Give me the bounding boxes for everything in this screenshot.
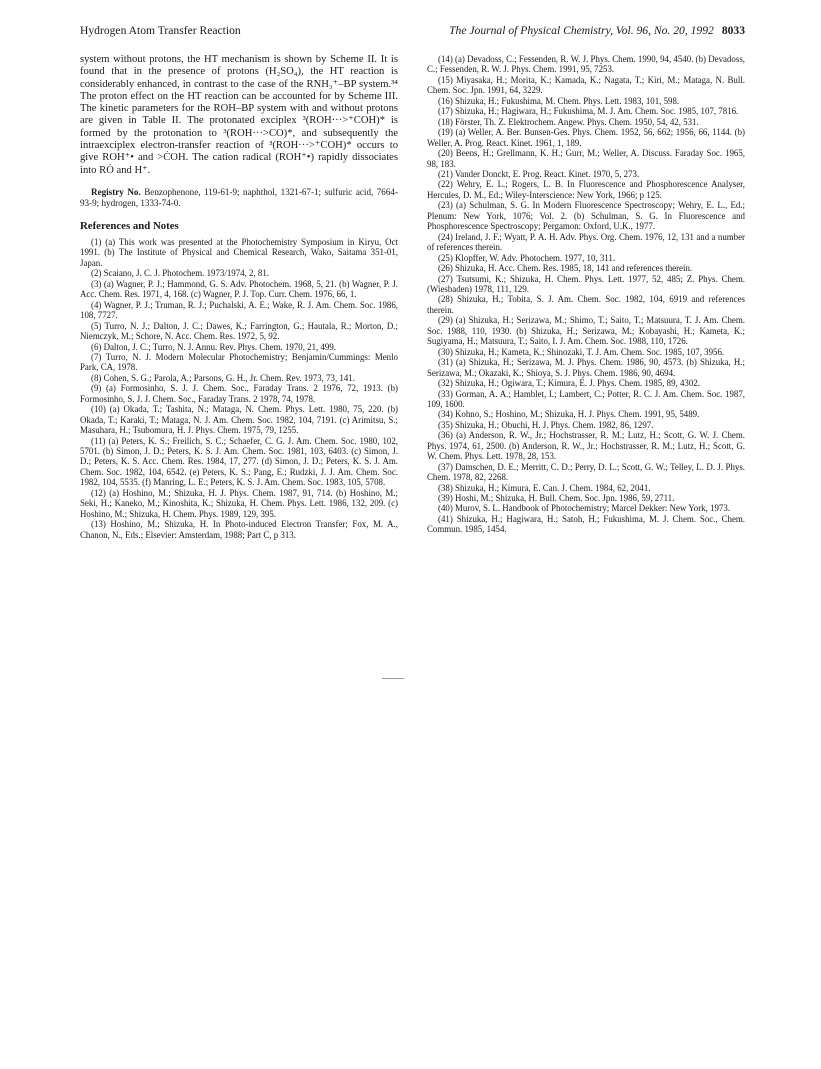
reference-item: (18) Förster, Th. Z. Elektrochem. Angew. Phys. Chem. 1950, 54, 42, 531. xyxy=(438,116,699,127)
reference-item: (29) (a) Shizuka, H.; Serizawa, M.; Shimo, T.; Saito, T.; Matsuura, T. J. Am. Chem. Soc. 1988, 110, 1930. (b) Shizuka, H.; Serizawa, M.; Kobayashi, H.; Kameta, K.; Sugiyama, H.; Matsuura, T.; Saito, I. J. Am. Chem. Soc. 1988, 110, 1726. xyxy=(427,315,745,347)
running-header xyxy=(80,24,745,44)
reference-item: (6) Dalton, J. C.; Turro, N. J. Annu. Rev. Phys. Chem. 1970, 21, 499. xyxy=(91,341,336,352)
reference-item: (22) Wehry, E. L.; Rogers, L. B. In Fluorescence and Phosphorescence Analyser, Hercules, D. M., Ed.; Wiley-Interscience: New York, 1966; p 125. xyxy=(427,179,745,200)
reference-item: (25) Klopffer, W. Adv. Photochem. 1977, 10, 311. xyxy=(438,252,616,263)
body-paragraph: system without protons, the HT mechanism is shown by Scheme II. It is found that in the presence of protons (H₂SO₄), the HT reaction is considerably enhanced, in contrast to the case of the RNH₃⁺–BP system.³⁴ The proton effect on the HT reaction can be accounted for by Scheme III. The kinetic parameters for the ROH–BP system with and without protons are given in Table II. The protonated exciplex ³(ROH···>⁺COH)* is formed by the protonation to ³(ROH···>CO)*, and subsequently the intraexciplex electron-transfer reaction of ³(ROH···>⁺COH)* occurs to give ROH⁺• and >ĊOH. The cation radical (ROH⁺•) rapidly dissociates into RȮ and H⁺. xyxy=(80,54,398,176)
reference-item: (5) Turro, N. J.; Dalton, J. C.; Dawes, K.; Farrington, G.; Hautala, R.; Morton, D.; Niemczyk, M.; Schore, N. Acc. Chem. Res. 1972, 5, 92. xyxy=(80,320,398,342)
reference-item: (38) Shizuka, H.; Kimura, E. Can. J. Chem. 1984, 62, 2041. xyxy=(438,482,651,493)
reference-item: (19) (a) Weller, A. Ber. Bunsen-Ges. Phys. Chem. 1952, 56, 662; 1956, 66, 1144. (b) Weller, A. Prog. React. Kinet. 1961, 1, 189. xyxy=(427,127,745,148)
reference-item: (37) Damschen, D. E.; Merritt, C. D.; Perry, D. L.; Scott, G. W.; Telley, L. D. J. Phys. Chem. 1978, 82, 2268. xyxy=(427,461,745,483)
reference-item: (30) Shizuka, H.; Kameta, K.; Shinozaki, T. J. Am. Chem. Soc. 1985, 107, 3956. xyxy=(438,346,725,357)
reference-item: (11) (a) Peters, K. S.; Freilich, S. C.; Schaefer, C. G. J. Am. Chem. Soc. 1980, 102, 5701. (b) Simon, J. D.; Peters, K. S. J. Am. Chem. Soc. 1981, 103, 6403. (c) Simon, J. D.; Peters, K. S. Acc. Chem. Res. 1984, 17, 277. (d) Simon, J. D.; Peters, K. S. J. Am. Chem. Soc. 1982, 104, 6542. (e) Peters, K. S.; Pang, E.; Rudzki, J. J. Am. Chem. Soc. 1982, 104, 5535. (f) Manring, L. E.; Peters, K. S. J. Am. Chem. Soc. 1983, 105, 5708. xyxy=(80,435,398,488)
reference-item: (15) Miyasaka, H.; Morita, K.; Kamada, K.; Nagata, T.; Kiri, M.; Mataga, N. Bull. Chem. Soc. Jpn. 1991, 64, 3229. xyxy=(427,74,745,96)
reference-item: (10) (a) Okada, T.; Tashita, N.; Mataga, N. Chem. Phys. Lett. 1980, 75, 220. (b) Okada, T.; Karaki, T.; Mataga, N. J. Am. Chem. Soc. 1982, 104, 7191. (c) Arimitsu, S.; Masuhara, H.; Tsubomura, H. J. Phys. Chem. 1975, 79, 1255. xyxy=(80,404,398,436)
reference-item: (4) Wagner, P. J.; Truman, R. J.; Puchalski, A. E.; Wake, R. J. Am. Chem. Soc. 1986, 108, 7727. xyxy=(80,299,398,321)
reference-item: (16) Shizuka, H.; Fukushima, M. Chem. Phys. Lett. 1983, 101, 598. xyxy=(438,95,680,106)
reference-item: (21) Vander Donckt, E. Prog. React. Kinet. 1970, 5, 273. xyxy=(438,168,640,179)
reference-item: (34) Kohno, S.; Hoshino, M.; Shizuka, H. J. Phys. Chem. 1991, 95, 5489. xyxy=(438,409,700,420)
references-list-left xyxy=(80,237,398,540)
reference-item: (26) Shizuka, H. Acc. Chem. Res. 1985, 18, 141 and references therein. xyxy=(438,263,693,274)
journal-page xyxy=(80,24,745,540)
reference-item: (36) (a) Anderson, R. W., Jr.; Hochstrasser, R. M.; Lutz, H.; Scott, G. W. J. Chem. Phys. 1974, 61, 2500. (b) Anderson, R. W., Jr.; Hochstrasser, R. M.; Lutz, H.; Scott, G. W. Chem. Phys. Lett. 1978, 28, 153. xyxy=(427,430,745,462)
reference-item: (8) Cohen, S. G.; Parola, A.; Parsons, G. H., Jr. Chem. Rev. 1973, 73, 141. xyxy=(91,372,355,383)
reference-item: (31) (a) Shizuka, H.; Serizawa, M. J. Phys. Chem. 1986, 90, 4573. (b) Shizuka, H.; Serizawa, M.; Okazaki, K.; Shioya, S. J. Phys. Chem. 1986, 90, 4694. xyxy=(427,357,745,378)
reference-item: (27) Tsutsumi, K.; Shizuka, H. Chem. Phys. Lett. 1977, 52, 485; Z. Phys. Chem. (Wiesbaden) 1978, 111, 129. xyxy=(427,273,745,294)
reference-item: (7) Turro, N. J. Modern Molecular Photochemistry; Benjamin/Cummings: Menlo Park, CA, 1978. xyxy=(80,351,398,373)
registry-numbers xyxy=(80,187,398,209)
reference-item: (40) Murov, S. L. Handbook of Photochemistry; Marcel Dekker: New York, 1973. xyxy=(438,503,731,514)
reference-item: (39) Hoshi, M.; Shizuka, H. Bull. Chem. Soc. Jpn. 1986, 59, 2711. xyxy=(438,493,675,504)
column-end-rule xyxy=(382,678,404,679)
header-journal-name: The Journal of Physical Chemistry, Vol. 96, No. 20, 1992 xyxy=(449,24,714,37)
reference-item: (12) (a) Hoshino, M.; Shizuka, H. J. Phys. Chem. 1987, 91, 714. (b) Hoshino, M.; Seki, H.; Kaneko, M.; Kinoshita, K.; Shizuka, H. Chem. Phys. Lett. 1986, 132, 209. (c) Hoshino, M.; Shizuka, H. Chem. Phys. 1989, 129, 395. xyxy=(80,487,398,519)
reference-item: (23) (a) Schulman, S. G. In Modern Fluorescence Spectroscopy; Wehry, E. L., Ed.; Plenum: New York, 1076; Vol. 2. (b) Schulman, S. G. In Fluorescence and Phosphorescence Spectroscopy; Pergamon: Oxford, U.K., 1977. xyxy=(427,200,745,232)
reference-item: (33) Gorman, A. A.; Hamblet, I.; Lambert, C.; Potter, R. C. J. Am. Chem. Soc. 1987, 109, 1600. xyxy=(427,388,745,409)
references-heading: References and Notes xyxy=(80,219,179,232)
reference-item: (2) Scaiano, J. C. J. Photochem. 1973/1974, 2, 81. xyxy=(91,268,269,279)
registry-text: Benzophenone, 119-61-9; naphthol, 1321-67-1; sulfuric acid, 7664-93-9; hydrogen, 1333-74-0. xyxy=(80,186,398,208)
references-list-right xyxy=(427,54,745,535)
reference-item: (9) (a) Formosinho, S. J. J. Chem. Soc., Faraday Trans. 2 1976, 72, 1913. (b) Formosinho, S. J. J. Chem. Soc., Faraday Trans. 2 1978, 74, 1978. xyxy=(80,383,398,404)
header-journal-citation xyxy=(449,24,745,37)
reference-item: (28) Shizuka, H.; Tobita, S. J. Am. Chem. Soc. 1982, 104, 6919 and references therein. xyxy=(427,294,745,315)
reference-item: (14) (a) Devadoss, C.; Fessenden, R. W. J. Phys. Chem. 1990, 94, 4540. (b) Devadoss, C.; Fessenden, R. W. J. Phys. Chem. 1991, 95, 7253. xyxy=(427,54,745,75)
reference-item: (17) Shizuka, H.; Hagiwara, H.; Fukushima, M. J. Am. Chem. Soc. 1985, 107, 7816. xyxy=(438,106,739,117)
reference-item: (3) (a) Wagner, P. J.; Hammond, G. S. Adv. Photochem. 1968, 5, 21. (b) Wagner, P. J. Acc. Chem. Res. 1971, 4, 168. (c) Wagner, P. J. Top. Curr. Chem. 1976, 66, 1. xyxy=(80,278,398,300)
registry-label: Registry No. xyxy=(91,186,141,197)
page-number: 8033 xyxy=(721,24,745,37)
left-column xyxy=(80,54,398,540)
reference-item: (35) Shizuka, H.; Obuchi, H. J. Phys. Chem. 1982, 86, 1297. xyxy=(438,419,654,430)
reference-item: (24) Ireland, J. F.; Wyatt, P. A. H. Adv. Phys. Org. Chem. 1976, 12, 131 and a number of references therein. xyxy=(427,231,745,253)
reference-item: (1) (a) This work was presented at the Photochemistry Symposium in Kiryu, Oct 1991. (b) The Institute of Physical and Chemical Research, Wako, Saitama 351-01, Japan. xyxy=(80,236,398,268)
right-column xyxy=(427,54,745,535)
reference-item: (13) Hoshino, M.; Shizuka, H. In Photo-induced Electron Transfer; Fox, M. A., Chanon, N., Eds.; Elsevier: Amsterdam, 1988; Part C, p 313. xyxy=(80,519,398,540)
reference-item: (32) Shizuka, H.; Ogiwara, T.; Kimura, E. J. Phys. Chem. 1985, 89, 4302. xyxy=(438,378,700,389)
header-article-title: Hydrogen Atom Transfer Reaction xyxy=(80,24,241,37)
reference-item: (41) Shizuka, H.; Hagiwara, H.; Satoh, H.; Fukushima, M. J. Chem. Soc., Chem. Commun. 1985, 1454. xyxy=(427,513,745,535)
reference-item: (20) Beens, H.; Grellmann, K. H.; Gurr, M.; Weller, A. Discuss. Faraday Soc. 1965, 98, 183. xyxy=(427,148,745,169)
